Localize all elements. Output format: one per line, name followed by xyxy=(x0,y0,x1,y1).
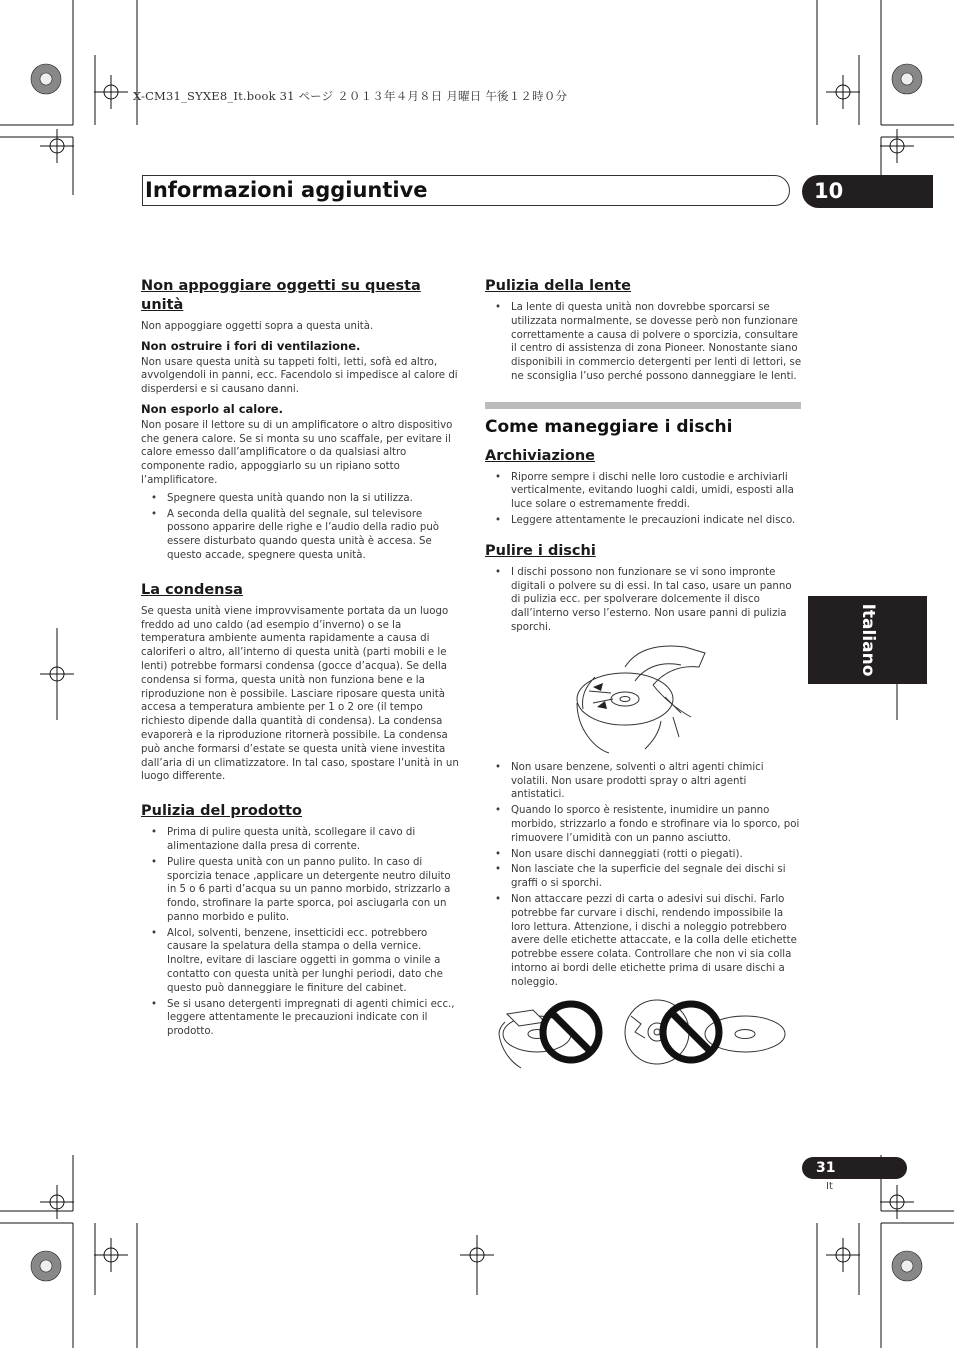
language-tab xyxy=(808,596,927,684)
list-item: • Non usare benzene, solventi o altri agenti chimici volatili. Non usare prodotti spray o altri agenti antistatici. xyxy=(511,761,803,802)
paragraph: Non appoggiare oggetti sopra a questa unità. xyxy=(141,321,374,332)
section-heading: Pulizia del prodotto xyxy=(141,803,303,820)
list-item: • La lente di questa unità non dovrebbe sporcarsi se utilizzata normalmente, se dovesse però non funzionare correttamente a causa di polvere o sporcizia, consultare il centro di assistenza di zona Pioneer. Nonostante siano disponibili in commercio detergenti per lenti di lettori, se ne sconsiglia l’uso perché possono danneggiare le lenti. xyxy=(511,301,803,384)
section-heading: Pulire i dischi xyxy=(485,542,596,559)
prohibited-icon xyxy=(663,1004,719,1060)
left-column xyxy=(141,277,459,1041)
list-item: • I dischi possono non funzionare se vi sono impronte digitali o polvere su di essi. In tal caso, usare un panno di pulizia ecc. per spolverare dolcemente il disco dall’interno verso l’esterno. Non usare panni di pulizia sporchi. xyxy=(511,566,803,635)
chapter-number: 10 xyxy=(814,179,844,203)
right-column xyxy=(485,277,803,1070)
paragraph: Non usare questa unità su tappeti folti, letti, sofà ed altro, avvolgendoli in panni, ecc. Facendolo si impedisce al calore di disperdersi e si causano danni. xyxy=(141,356,458,396)
page-number: 31 xyxy=(816,1160,836,1176)
list-item: • Leggere attentamente le precauzioni indicate nel disco. xyxy=(511,514,803,528)
section-heading: Archiviazione xyxy=(485,447,595,464)
bullet-list xyxy=(485,471,803,528)
paragraph: Non posare il lettore su di un amplificatore o altro dispositivo che genera calore. Se si monta su uno scaffale, per evitare il calore emesso dall’amplificatore o da qualsiasi altro componente radio, appoggiarlo su un ripiano sotto l’amplificatore. xyxy=(141,419,453,486)
bullet-list xyxy=(141,826,459,1039)
paragraph: Se questa unità viene improvvisamente portata da un luogo freddo ad uno caldo (ad esempio d’inverno) o se la temperatura ambiente aumenta rapidamente a causa di caloriferi o altro, all’interno di questa unità (parti mobili e le lenti) potrebbe formarsi condensa (gocce d’acqua). Se della condensa si forma, questa unità non funziona bene e la riproduzione non è possibile. Lasciare riposare questa unità accesa a temperatura ambiente per 1 o 2 ore (il tempo richiesto dipende dalla quantità di condensa). La condensa evaporerà e la riproduzione ritornerà possibile. La condensa può anche formarsi d’estate se questa unità viene investita dall’aria di un climatizzatore. In tal caso, spostare l’unità in un luogo differente. xyxy=(141,605,459,783)
page-title: Informazioni aggiuntive xyxy=(145,178,428,202)
list-item: • Non lasciate che la superficie del segnale dei dischi si graffi o si sporchi. xyxy=(511,863,803,891)
prohibited-disc-illustrations xyxy=(485,992,801,1070)
list-item: • Riporre sempre i dischi nelle loro custodie e archiviarli verticalmente, evitando luoghi caldi, umidi, esposti alla luce solare o estremamente freddi. xyxy=(511,471,803,512)
section-heading: Pulizia della lente xyxy=(485,278,632,294)
language-tab-label: Italiano xyxy=(857,603,878,677)
chapter-title-bar xyxy=(142,175,790,206)
list-item: • Spegnere questa unità quando non la si utilizza. xyxy=(167,492,459,506)
bullet-list xyxy=(485,761,803,990)
subheading: Non ostruire i fori di ventilazione. xyxy=(141,338,361,353)
section-heading: Non appoggiare oggetti su questa unità xyxy=(141,278,421,313)
bullet-list xyxy=(485,301,803,384)
print-header: X-CM31_SYXE8_It.book 31 ページ ２０１３年４月８日 月曜日 午後１２時０分 xyxy=(133,89,568,103)
chapter-number-badge xyxy=(802,175,933,208)
bullet-list xyxy=(485,566,803,635)
section-title: Come maneggiare i dischi xyxy=(485,416,733,437)
list-item: • Non attaccare pezzi di carta o adesivi sui dischi. Farlo potrebbe far curvare i dischi, rendendo impossibile la loro lettura. Attenzione, i dischi a noleggio potrebbero avere delle etichette attaccate, e la colla delle etichette potrebbe essere colata. Controllare che non vi sia colla intorno ai bordi delle etichette prima di usare dischi a noleggio. xyxy=(511,893,803,990)
list-item: • Pulire questa unità con un panno pulito. In caso di sporcizia tenace ,applicare un detergente neutro diluito in 5 o 6 parti d’acqua su un panno morbido, strizzarlo a fondo, strofinare la parte sporca, poi asciugarla con un panno morbido e pulito. xyxy=(167,856,459,925)
list-item: • Alcol, solventi, benzene, insetticidi ecc. potrebbero causare la spelatura della stampa o della vernice. Inoltre, evitare di lasciare oggetti in gomma o vinile a contatto con questa unità per lunghi periodi, dato che questo può danneggiare le finiture del cabinet. xyxy=(167,927,459,996)
bullet-list xyxy=(141,492,459,563)
subheading: Non esporlo al calore. xyxy=(141,401,283,416)
page-number-badge xyxy=(802,1157,907,1179)
section-heading: La condensa xyxy=(141,581,243,598)
list-item: • Prima di pulire questa unità, scollegare il cavo di alimentazione dalla presa di corrente. xyxy=(167,826,459,854)
disc-cleaning-illustration xyxy=(485,637,801,757)
list-item: • Quando lo sporco è resistente, inumidire un panno morbido, strizzarlo a fondo e strofinare via lo sporco, poi rimuovere l’umidità con un panno asciutto. xyxy=(511,804,803,845)
list-item: • A seconda della qualità del segnale, sul televisore possono apparire delle righe e l’audio della radio può essere disturbato quando questa unità è accesa. Se questo accade, spegnere questa unità. xyxy=(167,508,459,563)
list-item: • Non usare dischi danneggiati (rotti o piegati). xyxy=(511,848,803,862)
list-item: • Se si usano detergenti impregnati di agenti chimici ecc., leggere attentamente le precauzioni indicate con il prodotto. xyxy=(167,998,459,1039)
page-language-code: It xyxy=(826,1181,833,1192)
prohibited-icon xyxy=(543,1004,599,1060)
section-divider xyxy=(485,402,801,409)
